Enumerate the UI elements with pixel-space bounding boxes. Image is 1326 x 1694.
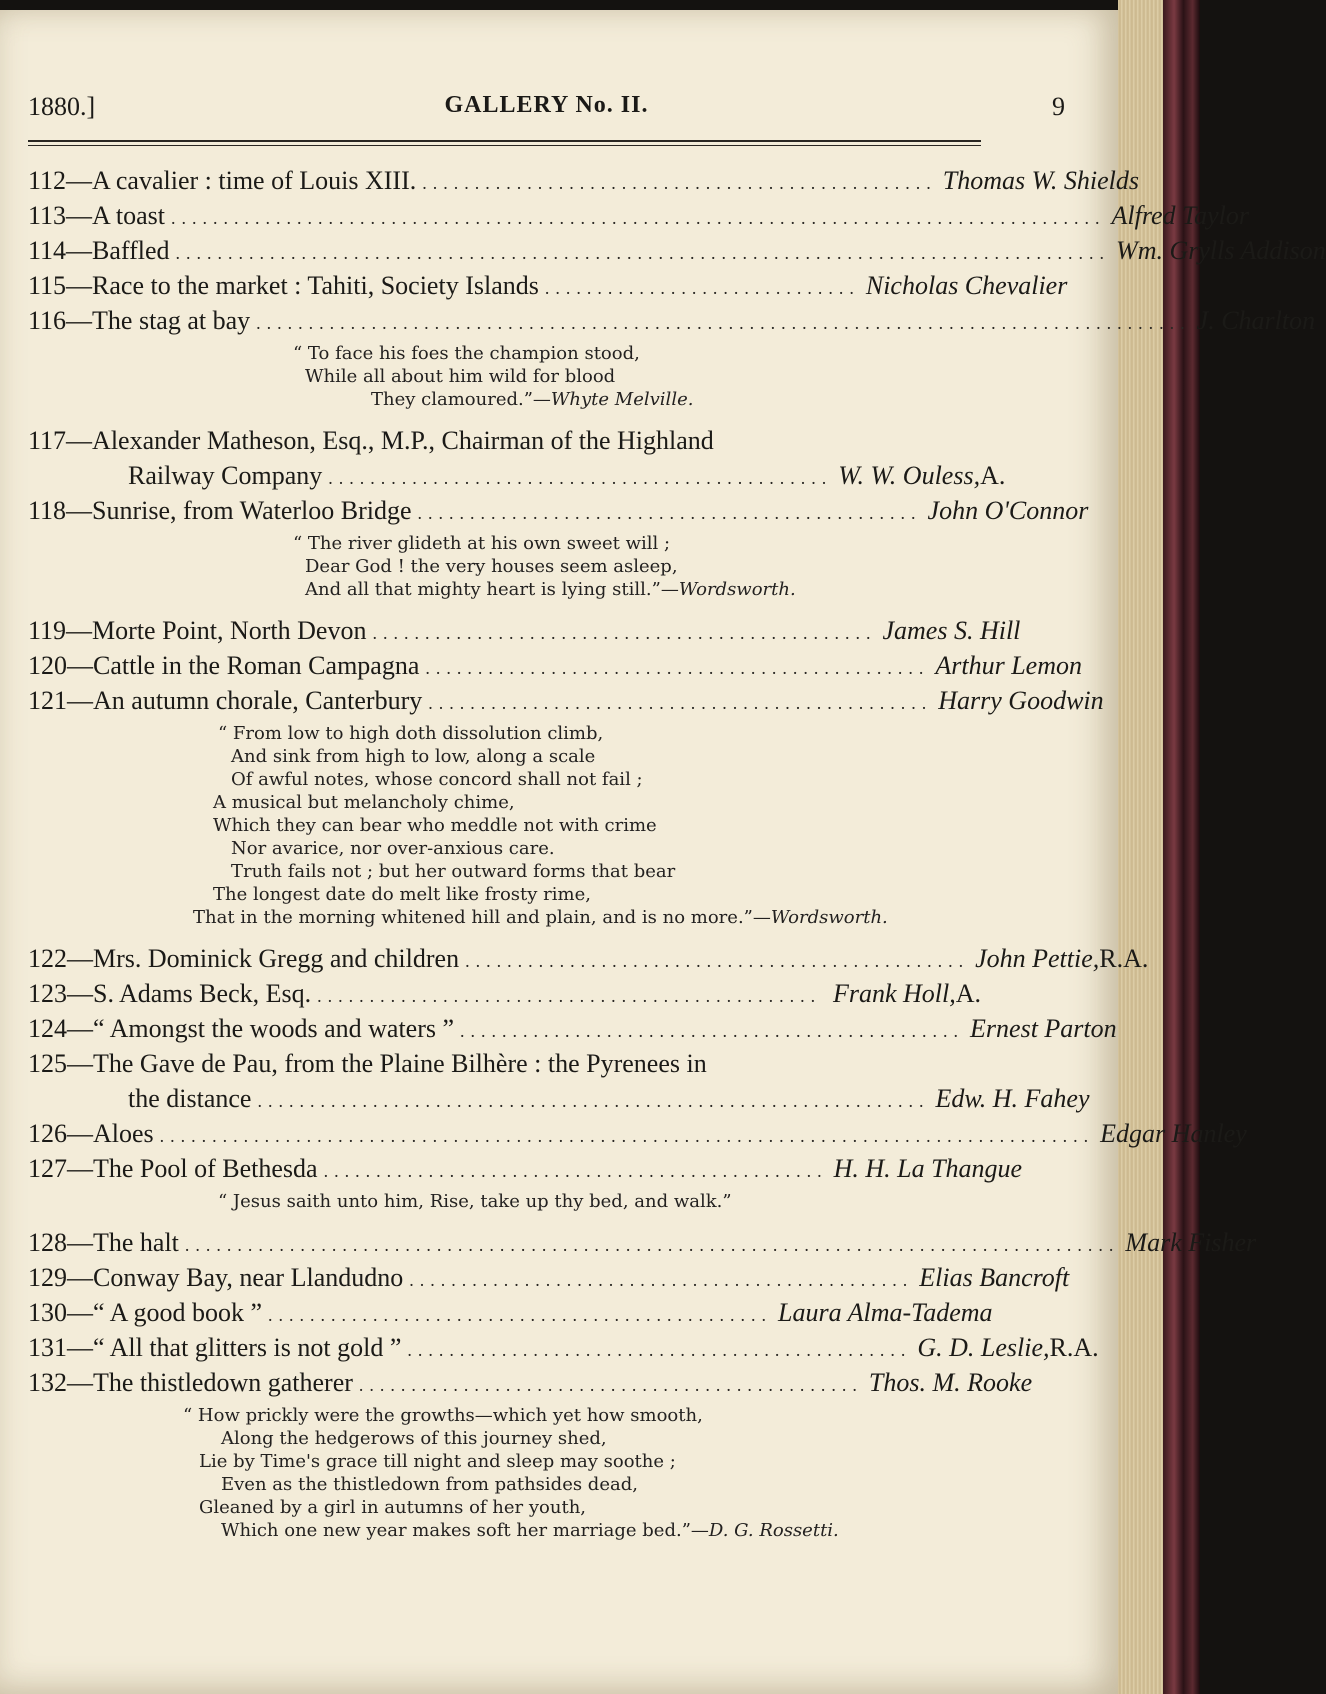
header-year: 1880.] (28, 92, 96, 121)
entry-132 (28, 1365, 1033, 1400)
header-rule (28, 140, 981, 146)
entry-117 (28, 423, 981, 458)
entry-honour: R.A. (1049, 1333, 1099, 1362)
leader-dots: ................................................ (460, 1021, 965, 1041)
entry-number: 124— (28, 1014, 93, 1043)
leader-dots: ......................................................................................... (171, 208, 1106, 228)
entry-artist: W. W. Ouless, (838, 461, 981, 490)
leader-dots: ................................................ (465, 951, 970, 971)
entry-121 (28, 683, 1104, 718)
entry-number: 118— (28, 496, 93, 525)
entry-artist: John Pettie, (975, 944, 1100, 973)
entry-artist: Laura Alma-Tadema (778, 1298, 993, 1327)
entry-title: The stag at bay (92, 306, 251, 335)
entry-number: 132— (28, 1368, 93, 1397)
entry-title: Race to the market : Tahiti, Society Islands (92, 271, 539, 300)
entry-131 (28, 1330, 1099, 1365)
quote-116 (293, 342, 981, 411)
entry-title: The Gave de Pau, from the Plaine Bilhère : the Pyrenees in (93, 1049, 707, 1078)
leader-dots: ......................................................................................... (256, 313, 1191, 333)
entry-artist: Harry Goodwin (938, 686, 1104, 715)
leader-dots: ................................................ (425, 658, 930, 678)
quote-text: They clamoured.”— (371, 389, 551, 410)
entry-title: Aloes (93, 1119, 154, 1148)
entry-124 (28, 1011, 1117, 1046)
entry-117-continued (28, 458, 1006, 493)
entry-115 (28, 268, 1068, 303)
quote-line: Gleaned by a girl in autumns of her youth, (199, 1497, 587, 1518)
entry-119 (28, 613, 1021, 648)
quote-line (293, 578, 981, 601)
quote-line: Along the hedgerows of this journey shed, (221, 1428, 607, 1449)
entry-artist: Ernest Parton (970, 1014, 1117, 1043)
leader-dots: ................................................ (372, 623, 877, 643)
entry-title: “ Amongst the woods and waters ” (93, 1014, 455, 1043)
entry-126 (28, 1116, 1247, 1151)
quote-line: Dear God ! the very houses seem asleep, (305, 556, 678, 577)
leader-dots: ................................................ (268, 1305, 772, 1325)
quote-attribution: Wordsworth. (678, 579, 796, 600)
entry-artist: Thomas W. Shields (942, 166, 1139, 195)
quote-line: “ Jesus saith unto him, Rise, take up thy bed, and walk.” (218, 1191, 732, 1212)
page-number: 9 (1052, 92, 1065, 121)
quote-127 (218, 1190, 981, 1213)
catalogue-entries (28, 163, 1326, 1554)
entry-honour: A. (955, 979, 981, 1008)
entry-number: 129— (28, 1263, 93, 1292)
entry-artist: Nicholas Chevalier (865, 271, 1068, 300)
entry-title: The thistledown gatherer (93, 1368, 353, 1397)
entry-number: 116— (28, 306, 93, 335)
entry-number: 126— (28, 1119, 93, 1148)
entry-title: Cattle in the Roman Campagna (93, 651, 420, 680)
quote-text: Which one new year makes soft her marriage bed.”— (221, 1520, 709, 1541)
quote-line: “ To face his foes the champion stood, (293, 343, 640, 364)
quote-line: “ The river glideth at his own sweet will ; (293, 533, 671, 554)
entry-129 (28, 1260, 1070, 1295)
entry-number: 122— (28, 944, 93, 973)
entry-title: “ All that glitters is not gold ” (93, 1333, 402, 1362)
quote-line: Even as the thistledown from pathsides dead, (221, 1474, 638, 1495)
entry-artist: H. H. La Thangue (833, 1154, 1023, 1183)
quote-line (183, 1519, 981, 1542)
entry-honour: R.A. (1099, 944, 1149, 973)
entry-title: A toast (92, 201, 165, 230)
quote-132 (183, 1404, 981, 1542)
entry-artist: G. D. Leslie, (917, 1333, 1050, 1362)
quote-line: “ From low to high doth dissolution climb, (218, 723, 604, 744)
entry-123 (28, 976, 981, 1011)
entry-number: 119— (28, 616, 93, 645)
entry-title: Conway Bay, near Llandudno (93, 1263, 404, 1292)
leader-dots: ......................................................................................... (175, 243, 1111, 263)
entry-artist: Edw. H. Fahey (935, 1084, 1090, 1113)
quote-text: That in the morning whitened hill and plain, and is no more.”— (193, 907, 771, 928)
quote-line: Of awful notes, whose concord shall not fail ; (231, 769, 643, 790)
entry-127 (28, 1151, 1023, 1186)
entry-number: 113— (28, 201, 93, 230)
entry-number: 127— (28, 1154, 93, 1183)
leader-dots: ................................................ (409, 1270, 914, 1290)
leader-dots: ................................................ (328, 468, 833, 488)
entry-artist: Wm. Grylls Addison (1116, 236, 1326, 265)
quote-line: While all about him wild for blood (305, 366, 616, 387)
entry-number: 120— (28, 651, 93, 680)
entry-number: 131— (28, 1333, 93, 1362)
entry-artist: Frank Holl, (832, 979, 956, 1008)
entry-118 (28, 493, 1089, 528)
entry-title: Sunrise, from Waterloo Bridge (92, 496, 412, 525)
leader-dots: ................................................ (428, 693, 933, 713)
entry-116 (28, 303, 1316, 338)
entry-title: Alexander Matheson, Esq., M.P., Chairman of the Highland (92, 426, 714, 455)
quote-attribution: D. G. Rossetti. (708, 1520, 839, 1541)
quote-line: Which they can bear who meddle not with crime (213, 815, 657, 836)
entry-112 (28, 163, 1139, 198)
entry-honour: A. (980, 461, 1006, 490)
entry-title: S. Adams Beck, Esq. (93, 979, 312, 1008)
quote-121 (193, 722, 981, 929)
leader-dots: ......................................................................................... (184, 1235, 1120, 1255)
entry-120 (28, 648, 1082, 683)
entry-title-continued: Railway Company (128, 461, 323, 490)
entry-113 (28, 198, 1249, 233)
entry-114 (28, 233, 1326, 268)
entry-125 (28, 1046, 981, 1081)
entry-number: 128— (28, 1228, 93, 1257)
leader-dots: ................................................ (317, 986, 822, 1006)
entry-number: 130— (28, 1298, 93, 1327)
entry-artist: James S. Hill (882, 616, 1021, 645)
entry-artist: Alfred Taylor (1111, 201, 1249, 230)
entry-number: 123— (28, 979, 93, 1008)
entry-number: 125— (28, 1049, 93, 1078)
header-title: GALLERY No. II. (444, 92, 649, 118)
running-header (28, 92, 1065, 132)
entry-artist: Thos. M. Rooke (868, 1368, 1033, 1397)
leader-dots: ................................................ (358, 1375, 863, 1395)
quote-line (193, 906, 981, 929)
quote-line: Lie by Time's grace till night and sleep may soothe ; (199, 1451, 676, 1472)
quote-line: And sink from high to low, along a scale (231, 746, 596, 767)
entry-title: A cavalier : time of Louis XIII. (92, 166, 417, 195)
quote-line: Nor avarice, nor over-anxious care. (231, 838, 555, 859)
entry-number: 115— (28, 271, 93, 300)
quote-line (293, 388, 981, 411)
entry-number: 114— (28, 236, 93, 265)
entry-title: “ A good book ” (93, 1298, 262, 1327)
leader-dots: ................................................ (323, 1161, 828, 1181)
leader-dots: ................................................ (407, 1340, 912, 1360)
entry-128 (28, 1225, 1257, 1260)
entry-title: Baffled (92, 236, 170, 265)
quote-attribution: Whyte Melville. (550, 389, 694, 410)
entry-130 (28, 1295, 993, 1330)
quote-line: A musical but melancholy chime, (213, 792, 515, 813)
entry-title-continued: the distance (128, 1084, 252, 1113)
quote-attribution: Wordsworth. (770, 907, 888, 928)
quote-line: The longest date do melt like frosty rime, (213, 884, 591, 905)
entry-number: 117— (28, 426, 93, 455)
quote-text: And all that mighty heart is lying still.”— (305, 579, 679, 600)
entry-title: Morte Point, North Devon (92, 616, 367, 645)
entry-number: 112— (28, 166, 93, 195)
leader-dots: .............................. (544, 278, 860, 298)
leader-dots: ......................................................................................... (159, 1126, 1095, 1146)
entry-artist: John O'Connor (927, 496, 1089, 525)
entry-artist: Arthur Lemon (935, 651, 1082, 680)
entry-artist: J. Charlton (1196, 306, 1316, 335)
entry-artist: Edgar Hanley (1100, 1119, 1247, 1148)
entry-125-continued (28, 1081, 1090, 1116)
entry-number: 121— (28, 686, 93, 715)
entry-artist: Mark Fisher (1125, 1228, 1257, 1257)
entry-title: An autumn chorale, Canterbury (93, 686, 423, 715)
leader-dots: ................................................ (417, 503, 922, 523)
quote-118 (293, 532, 981, 601)
quote-line: Truth fails not ; but her outward forms that bear (231, 861, 676, 882)
entry-artist: Elias Bancroft (919, 1263, 1070, 1292)
quote-line: “ How prickly were the growths—which yet how smooth, (183, 1405, 703, 1426)
entry-title: The halt (93, 1228, 179, 1257)
leader-dots: ................................................................ (257, 1091, 930, 1111)
entry-title: The Pool of Bethesda (93, 1154, 318, 1183)
leader-dots: ................................................. (422, 173, 937, 193)
entry-122 (28, 941, 1149, 976)
entry-title: Mrs. Dominick Gregg and children (93, 944, 460, 973)
